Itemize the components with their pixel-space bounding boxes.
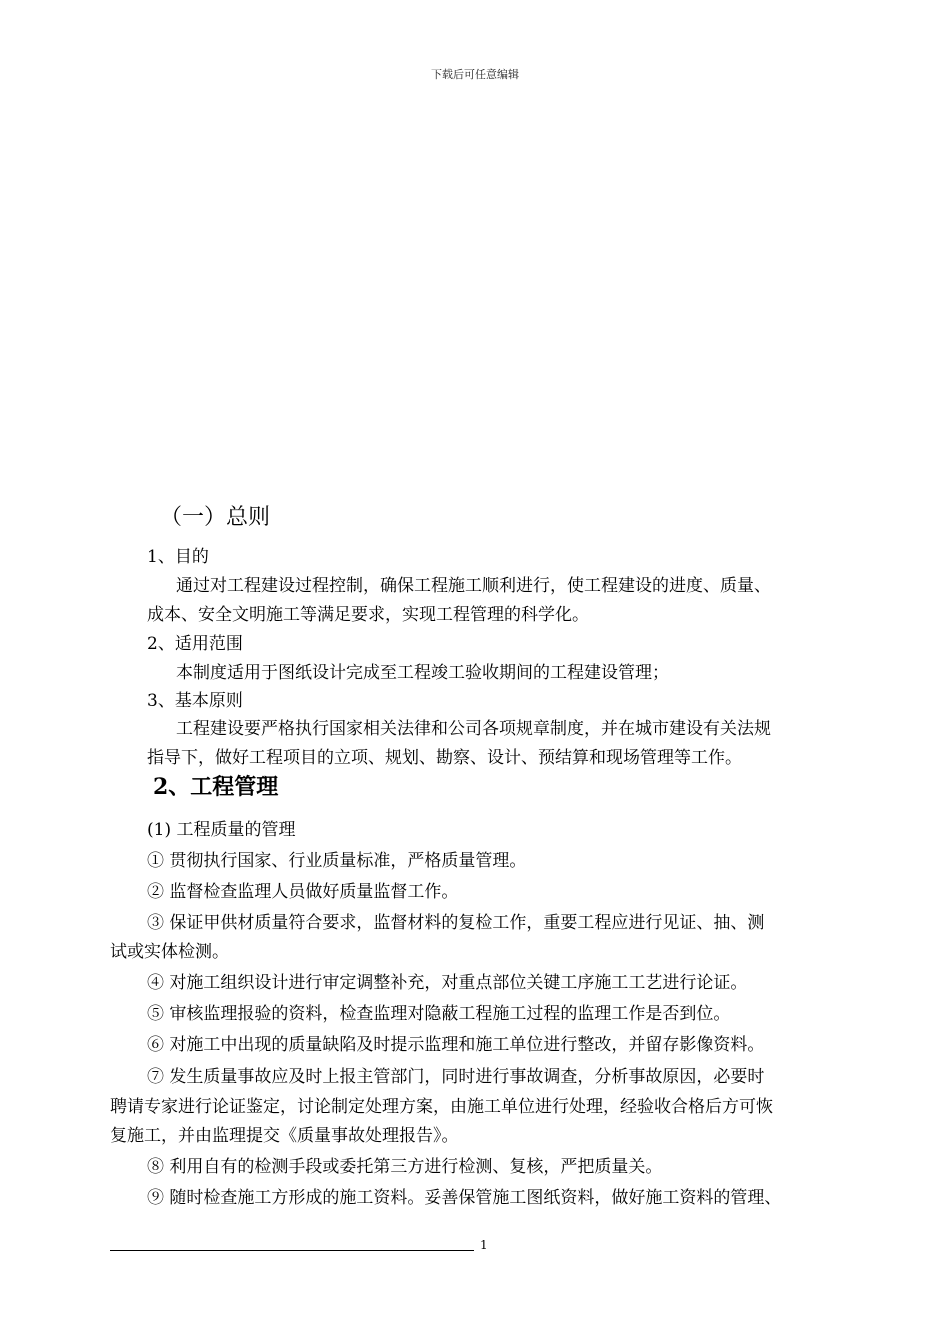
list-item: ① 贯彻执行国家、行业质量标准，严格质量管理。 bbox=[147, 851, 527, 871]
section-title-management: 2、工程管理 bbox=[153, 774, 279, 800]
item1-text-line1: 通过对工程建设过程控制，确保工程施工顺利进行，使工程建设的进度、质量、 bbox=[176, 576, 771, 596]
item2-heading: 2、适用范围 bbox=[147, 634, 243, 654]
header-note: 下载后可任意编辑 bbox=[431, 68, 519, 81]
item3-text-line2: 指导下，做好工程项目的立项、规划、勘察、设计、预结算和现场管理等工作。 bbox=[147, 748, 742, 768]
page-number: 1 bbox=[480, 1238, 488, 1252]
item2-text: 本制度适用于图纸设计完成至工程竣工验收期间的工程建设管理； bbox=[176, 663, 669, 683]
list-item: ⑨ 随时检查施工方形成的施工资料。妥善保管施工图纸资料，做好施工资料的管理、 bbox=[147, 1188, 782, 1208]
list-item-continuation: 聘请专家进行论证鉴定，讨论制定处理方案，由施工单位进行处理，经验收合格后方可恢 bbox=[110, 1097, 773, 1117]
footer-rule bbox=[110, 1250, 474, 1251]
item3-text-line1: 工程建设要严格执行国家相关法律和公司各项规章制度，并在城市建设有关法规 bbox=[176, 719, 771, 739]
list-item: ⑤ 审核监理报验的资料，检查监理对隐蔽工程施工过程的监理工作是否到位。 bbox=[147, 1004, 731, 1024]
sub-heading-quality: (1) 工程质量的管理 bbox=[147, 820, 296, 840]
list-item-continuation: 试或实体检测。 bbox=[110, 942, 229, 962]
item3-heading: 3、基本原则 bbox=[147, 691, 243, 711]
list-item-continuation: 复施工，并由监理提交《质量事故处理报告》。 bbox=[110, 1126, 459, 1146]
list-item: ⑦ 发生质量事故应及时上报主管部门，同时进行事故调查，分析事故原因，必要时 bbox=[147, 1067, 765, 1087]
item1-heading: 1、目的 bbox=[147, 547, 209, 567]
list-item: ④ 对施工组织设计进行审定调整补充，对重点部位关键工序施工工艺进行论证。 bbox=[147, 973, 748, 993]
list-item: ⑥ 对施工中出现的质量缺陷及时提示监理和施工单位进行整改，并留存影像资料。 bbox=[147, 1035, 765, 1055]
list-item: ⑧ 利用自有的检测手段或委托第三方进行检测、复核，严把质量关。 bbox=[147, 1157, 663, 1177]
list-item: ② 监督检查监理人员做好质量监督工作。 bbox=[147, 882, 459, 902]
section-title-general: （一）总则 bbox=[160, 505, 271, 530]
item1-text-line2: 成本、安全文明施工等满足要求，实现工程管理的科学化。 bbox=[147, 605, 589, 625]
list-item: ③ 保证甲供材质量符合要求，监督材料的复检工作，重要工程应进行见证、抽、测 bbox=[147, 913, 765, 933]
